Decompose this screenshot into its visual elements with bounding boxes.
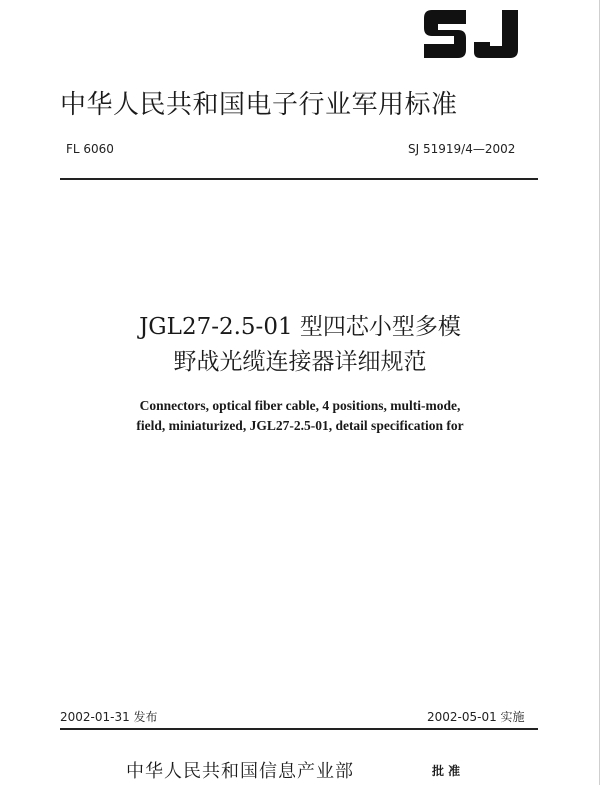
sj-logo — [418, 4, 526, 64]
classification-code: FL 6060 — [66, 142, 114, 156]
chinese-title-line-2: 野战光缆连接器详细规范 — [173, 349, 427, 375]
standard-number: SJ 51919/4—2002 — [408, 142, 516, 156]
implementation-date: 2002-05-01 实施 — [427, 710, 525, 724]
issuing-authority: 中华人民共和国信息产业部 — [126, 761, 354, 782]
english-title-line-2: field, miniaturized, JGL27-2.5-01, detail specification for — [136, 418, 464, 433]
sj-logo-mark — [418, 4, 526, 64]
approval-label: 批 准 — [432, 764, 461, 778]
chinese-title-line-1: JGL27-2.5-01 型四芯小型多模 — [139, 314, 461, 340]
standard-category-title: 中华人民共和国电子行业军用标准 — [60, 90, 458, 120]
english-title-line-1: Connectors, optical fiber cable, 4 positions, multi-mode, — [139, 398, 461, 413]
issue-date: 2002-01-31 发布 — [60, 710, 158, 724]
footer-divider — [60, 728, 538, 730]
header-divider — [60, 178, 538, 180]
